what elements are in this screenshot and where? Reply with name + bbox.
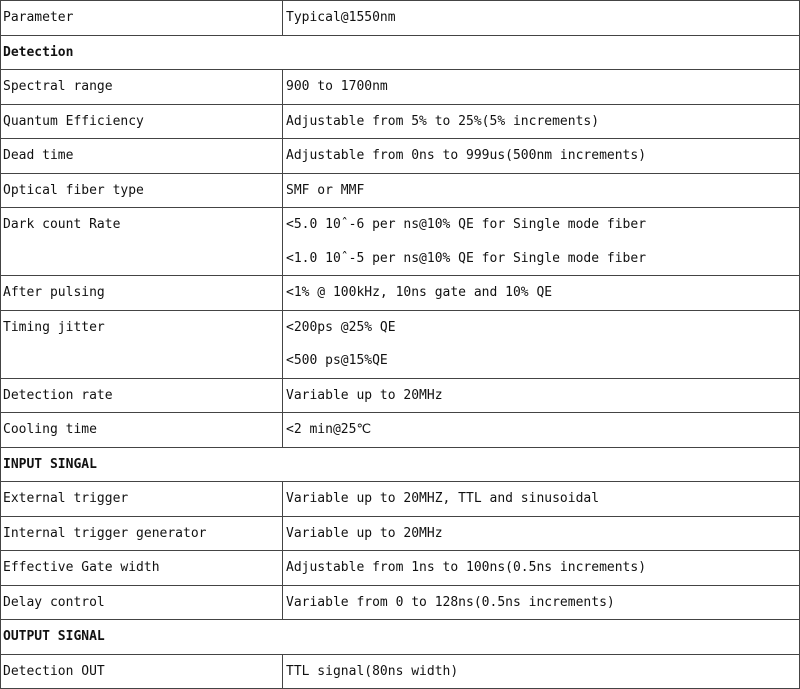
value-optical-fiber-type: SMF or MMF — [283, 173, 800, 208]
table-row — [1, 482, 800, 517]
section-row-output — [1, 620, 800, 655]
value-internal-trigger-generator: Variable up to 20MHz — [283, 516, 800, 551]
table-row — [1, 70, 800, 105]
value-detection-rate: Variable up to 20MHz — [283, 378, 800, 413]
param-timing-jitter: Timing jitter — [1, 310, 283, 378]
header-row — [1, 1, 800, 36]
value-external-trigger: Variable up to 20MHZ, TTL and sinusoidal — [283, 482, 800, 517]
param-optical-fiber-type: Optical fiber type — [1, 173, 283, 208]
table-row — [1, 208, 800, 242]
table-row — [1, 516, 800, 551]
param-cooling-time: Cooling time — [1, 413, 283, 448]
header-value-cell: Typical@1550nm — [283, 1, 800, 36]
value-quantum-efficiency: Adjustable from 5% to 25%(5% increments) — [283, 104, 800, 139]
value-after-pulsing: <1% @ 100kHz, 10ns gate and 10% QE — [283, 276, 800, 311]
value-timing-jitter-2: <500 ps@15%QE — [283, 344, 800, 378]
param-detection-out: Detection OUT — [1, 654, 283, 689]
section-row-detection — [1, 35, 800, 70]
table-row — [1, 104, 800, 139]
value-dark-count-rate-2: <1.0 10ˆ-5 per ns@10% QE for Single mode fiber — [283, 242, 800, 276]
section-title-output: OUTPUT SIGNAL — [1, 620, 800, 655]
value-delay-control: Variable from 0 to 128ns(0.5ns increments) — [283, 585, 800, 620]
section-title-input: INPUT SINGAL — [1, 447, 800, 482]
param-spectral-range: Spectral range — [1, 70, 283, 105]
param-dark-count-rate: Dark count Rate — [1, 208, 283, 276]
value-spectral-range: 900 to 1700nm — [283, 70, 800, 105]
value-detection-out: TTL signal(80ns width) — [283, 654, 800, 689]
value-timing-jitter-1: <200ps @25% QE — [283, 310, 800, 344]
table-row — [1, 139, 800, 174]
section-row-input — [1, 447, 800, 482]
header-param-cell: Parameter — [1, 1, 283, 36]
param-effective-gate-width: Effective Gate width — [1, 551, 283, 586]
section-title-detection: Detection — [1, 35, 800, 70]
table-row — [1, 654, 800, 689]
table-row — [1, 310, 800, 344]
param-detection-rate: Detection rate — [1, 378, 283, 413]
param-dead-time: Dead time — [1, 139, 283, 174]
param-after-pulsing: After pulsing — [1, 276, 283, 311]
table-row — [1, 413, 800, 448]
value-effective-gate-width: Adjustable from 1ns to 100ns(0.5ns increments) — [283, 551, 800, 586]
value-cooling-time: <2 min@25℃ — [283, 413, 800, 448]
param-delay-control: Delay control — [1, 585, 283, 620]
table-row — [1, 276, 800, 311]
value-dead-time: Adjustable from 0ns to 999us(500nm increments) — [283, 139, 800, 174]
value-dark-count-rate-1: <5.0 10ˆ-6 per ns@10% QE for Single mode fiber — [283, 208, 800, 242]
param-external-trigger: External trigger — [1, 482, 283, 517]
param-internal-trigger-generator: Internal trigger generator — [1, 516, 283, 551]
table-row — [1, 378, 800, 413]
table-row — [1, 585, 800, 620]
param-quantum-efficiency: Quantum Efficiency — [1, 104, 283, 139]
table-row — [1, 173, 800, 208]
table-row — [1, 551, 800, 586]
